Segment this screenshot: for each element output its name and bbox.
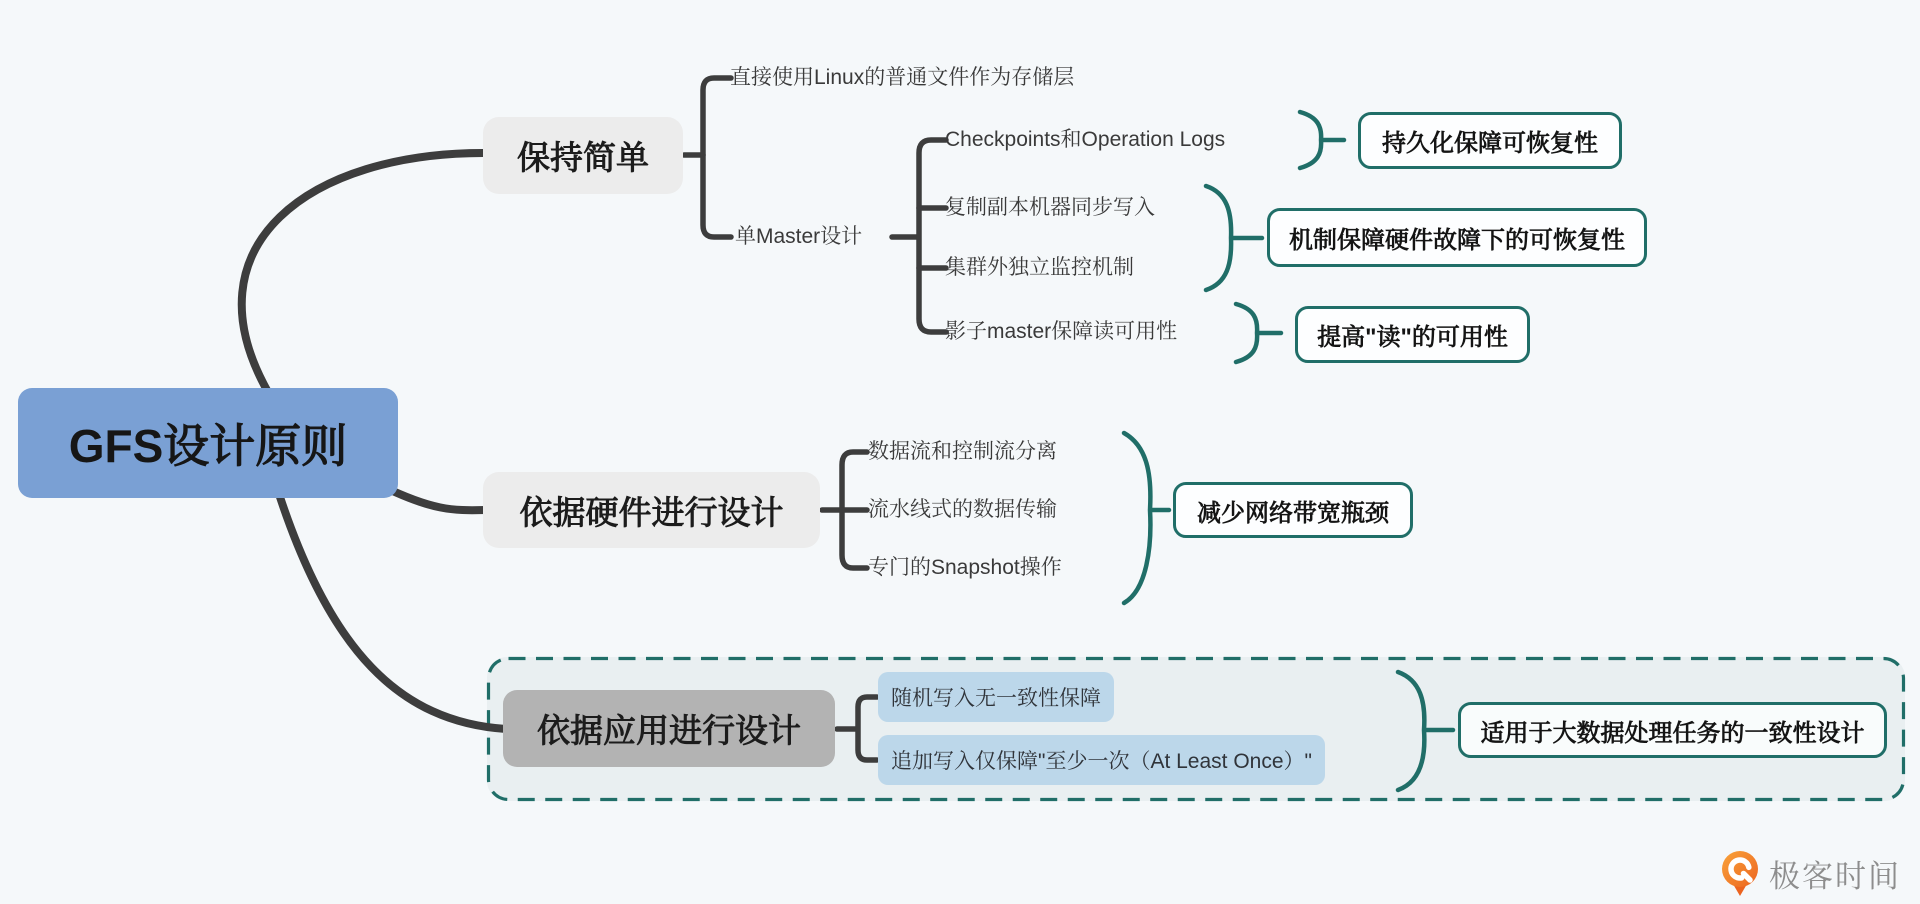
result-hw-recovery[interactable]: 机制保障硬件故障下的可恢复性 <box>1267 208 1647 267</box>
brace-durability <box>1300 112 1344 168</box>
result-bandwidth[interactable]: 减少网络带宽瓶颈 <box>1173 482 1413 538</box>
node-shadow-master[interactable]: 影子master保障读可用性 <box>945 320 1178 343</box>
brace-consistency <box>1398 672 1453 790</box>
result-read-availability[interactable]: 提高"读"的可用性 <box>1295 306 1530 363</box>
geektime-logo-icon <box>1720 850 1760 897</box>
node-hw-design[interactable]: 依据硬件进行设计 <box>483 472 820 548</box>
result-durability[interactable]: 持久化保障可恢复性 <box>1358 112 1622 169</box>
node-linux-files[interactable]: 直接使用Linux的普通文件作为存储层 <box>730 66 1075 89</box>
node-replica-sync[interactable]: 复制副本机器同步写入 <box>945 196 1155 219</box>
node-app-design[interactable]: 依据应用进行设计 <box>503 690 835 767</box>
brace-read-availability <box>1236 304 1281 362</box>
node-ext-monitoring[interactable]: 集群外独立监控机制 <box>945 256 1134 279</box>
brace-bandwidth <box>1124 433 1169 603</box>
geektime-logo-label: 极客时间 <box>1769 859 1901 894</box>
node-checkpoints[interactable]: Checkpoints和Operation Logs <box>945 128 1226 151</box>
edge-root-hw-design <box>382 486 486 510</box>
node-data-control-split[interactable]: 数据流和控制流分离 <box>868 440 1057 463</box>
edge-root-keep-simple <box>242 153 486 392</box>
root-node[interactable]: GFS设计原则 <box>18 388 398 498</box>
node-snapshot-op[interactable]: 专门的Snapshot操作 <box>868 556 1062 579</box>
node-single-master[interactable]: 单Master设计 <box>735 225 863 248</box>
node-pipeline-transfer[interactable]: 流水线式的数据传输 <box>868 498 1057 521</box>
geektime-watermark <box>1720 850 1901 897</box>
node-keep-simple[interactable]: 保持简单 <box>483 117 683 194</box>
node-append-write[interactable]: 追加写入仅保障"至少一次（At Least Once）" <box>878 735 1325 785</box>
edge-root-app-design <box>280 497 506 729</box>
node-random-write[interactable]: 随机写入无一致性保障 <box>878 672 1114 722</box>
result-consistency[interactable]: 适用于大数据处理任务的一致性设计 <box>1458 702 1887 758</box>
brace-hw-recovery <box>1206 186 1262 290</box>
